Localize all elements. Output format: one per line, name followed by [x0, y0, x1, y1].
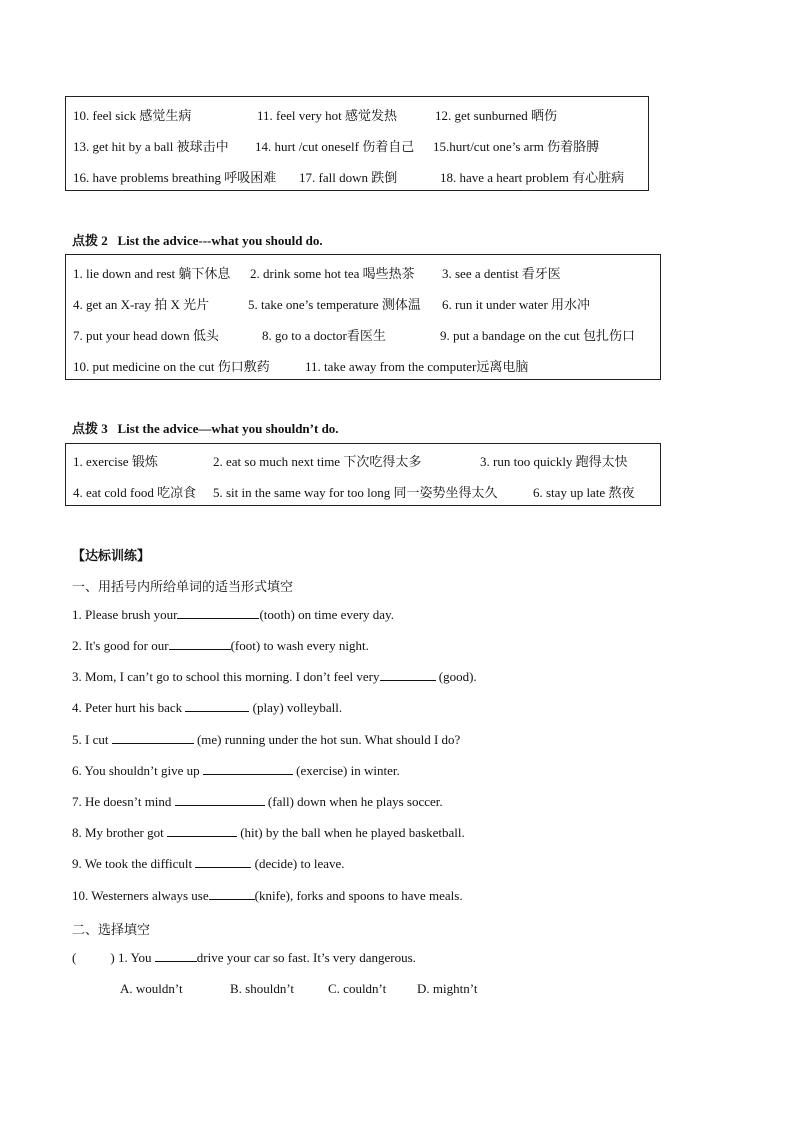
exercise-prompt: 3. Mom, I can’t go to school this morning. I don’t feel very [72, 669, 380, 684]
exercise-prompt: 9. We took the difficult [72, 856, 196, 871]
answer-blank[interactable] [167, 825, 237, 837]
phrase-item: 2. drink some hot tea 喝些热茶 [250, 266, 415, 281]
phrase-item: 11. feel very hot 感觉发热 [257, 108, 397, 123]
advice-box-should [65, 254, 661, 380]
phrase-item: 3. run too quickly 跑得太快 [480, 454, 628, 469]
exercise-item-7 [72, 794, 443, 810]
answer-blank[interactable] [380, 669, 436, 681]
exercise-hint: (play) volleyball. [249, 700, 343, 715]
exercise-item-8 [72, 825, 465, 841]
section2-title: 二、选择填空 [72, 922, 151, 937]
exercise-prompt: 4. Peter hurt his back [72, 700, 186, 715]
tip3-label: 点拨 3 [72, 421, 108, 436]
answer-paren-open: ( [72, 950, 77, 965]
section1-title: 一、用括号内所给单词的适当形式填空 [72, 579, 294, 594]
exercise-hint: (me) running under the hot sun. What should I do? [193, 732, 461, 747]
exercise-item-3 [72, 669, 477, 685]
vocab-box-problems [65, 96, 649, 191]
exercise-hint: (hit) by the ball when he played basketball. [236, 825, 465, 840]
exercise-hint: (decide) to leave. [251, 856, 345, 871]
practice-title: 【达标训练】 [72, 548, 151, 563]
answer-blank[interactable] [203, 763, 293, 775]
exercise-prompt: 2. It's good for our [72, 638, 169, 653]
phrase-item: 5. take one’s temperature 测体温 [248, 297, 421, 312]
answer-blank[interactable] [185, 700, 249, 712]
answer-blank[interactable] [112, 732, 194, 744]
question-rest: drive your car so fast. It’s very dangerous. [196, 950, 416, 965]
phrase-item: 10. feel sick 感觉生病 [73, 108, 192, 123]
exercise-prompt: 1. Please brush your [72, 607, 178, 622]
exercise-hint: (foot) to wash every night. [230, 638, 369, 653]
tip3-heading [72, 418, 339, 437]
option-b[interactable]: B. shouldn’t [230, 981, 295, 996]
phrase-item: 15.hurt/cut one’s arm 伤着胳膊 [433, 139, 600, 154]
exercise-hint: (knife), forks and spoons to have meals. [254, 888, 463, 903]
answer-paren-close: ) [110, 950, 115, 965]
phrase-item: 18. have a heart problem 有心脏病 [440, 170, 625, 185]
tip3-text: List the advice—what you shouldn’t do. [117, 421, 339, 436]
phrase-item: 3. see a dentist 看牙医 [442, 266, 561, 281]
answer-blank[interactable] [155, 950, 197, 962]
exercise-prompt: 8. My brother got [72, 825, 167, 840]
phrase-item: 6. stay up late 熬夜 [533, 485, 635, 500]
phrase-item: 8. go to a doctor看医生 [262, 328, 386, 343]
phrase-item: 13. get hit by a ball 被球击中 [73, 139, 229, 154]
exercise-item-4 [72, 700, 342, 716]
phrase-item: 5. sit in the same way for too long 同一姿势坐得太久 [213, 485, 498, 500]
option-c[interactable]: C. couldn’t [328, 981, 387, 996]
answer-blank[interactable] [195, 856, 251, 868]
question-prompt: 1. You [117, 950, 155, 965]
exercise-item-1 [72, 607, 394, 623]
phrase-item: 4. get an X-ray 拍 X 光片 [73, 297, 210, 312]
exercise-item-5 [72, 732, 460, 748]
option-d[interactable]: D. mightn’t [417, 981, 478, 996]
phrase-item: 1. exercise 锻炼 [73, 454, 158, 469]
answer-blank[interactable] [175, 794, 265, 806]
exercise-item-10 [72, 888, 463, 904]
tip2-text: List the advice---what you should do. [117, 233, 323, 248]
exercise-hint: (fall) down when he plays soccer. [264, 794, 443, 809]
exercise-prompt: 7. He doesn’t mind [72, 794, 175, 809]
phrase-item: 6. run it under water 用水冲 [442, 297, 591, 312]
tip2-label: 点拨 2 [72, 233, 108, 248]
exercise-prompt: 5. I cut [72, 732, 112, 747]
phrase-item: 7. put your head down 低头 [73, 328, 219, 343]
exercise-item-9 [72, 856, 345, 872]
tip2-heading [72, 230, 323, 249]
option-a[interactable]: A. wouldn’t [120, 981, 183, 996]
phrase-item: 11. take away from the computer远离电脑 [305, 359, 529, 374]
answer-blank[interactable] [209, 888, 255, 900]
phrase-item: 17. fall down 跌倒 [299, 170, 398, 185]
phrase-item: 14. hurt /cut oneself 伤着自己 [255, 139, 415, 154]
answer-blank[interactable] [169, 638, 231, 650]
exercise-prompt: 6. You shouldn’t give up [72, 763, 203, 778]
exercise-prompt: 10. Westerners always use [72, 888, 209, 903]
phrase-item: 16. have problems breathing 呼吸困难 [73, 170, 277, 185]
exercise-hint: (good). [435, 669, 477, 684]
exercise-hint: (tooth) on time every day. [259, 607, 394, 622]
answer-blank[interactable] [177, 607, 259, 619]
choice-question-1 [72, 950, 416, 966]
phrase-item: 9. put a bandage on the cut 包扎伤口 [440, 328, 635, 343]
phrase-item: 2. eat so much next time 下次吃得太多 [213, 454, 422, 469]
exercise-hint: (exercise) in winter. [292, 763, 400, 778]
advice-box-shouldnt [65, 443, 661, 506]
phrase-item: 10. put medicine on the cut 伤口敷药 [73, 359, 270, 374]
phrase-item: 12. get sunburned 晒伤 [435, 108, 558, 123]
exercise-item-2 [72, 638, 369, 654]
phrase-item: 4. eat cold food 吃凉食 [73, 485, 197, 500]
exercise-item-6 [72, 763, 400, 779]
phrase-item: 1. lie down and rest 躺下休息 [73, 266, 231, 281]
